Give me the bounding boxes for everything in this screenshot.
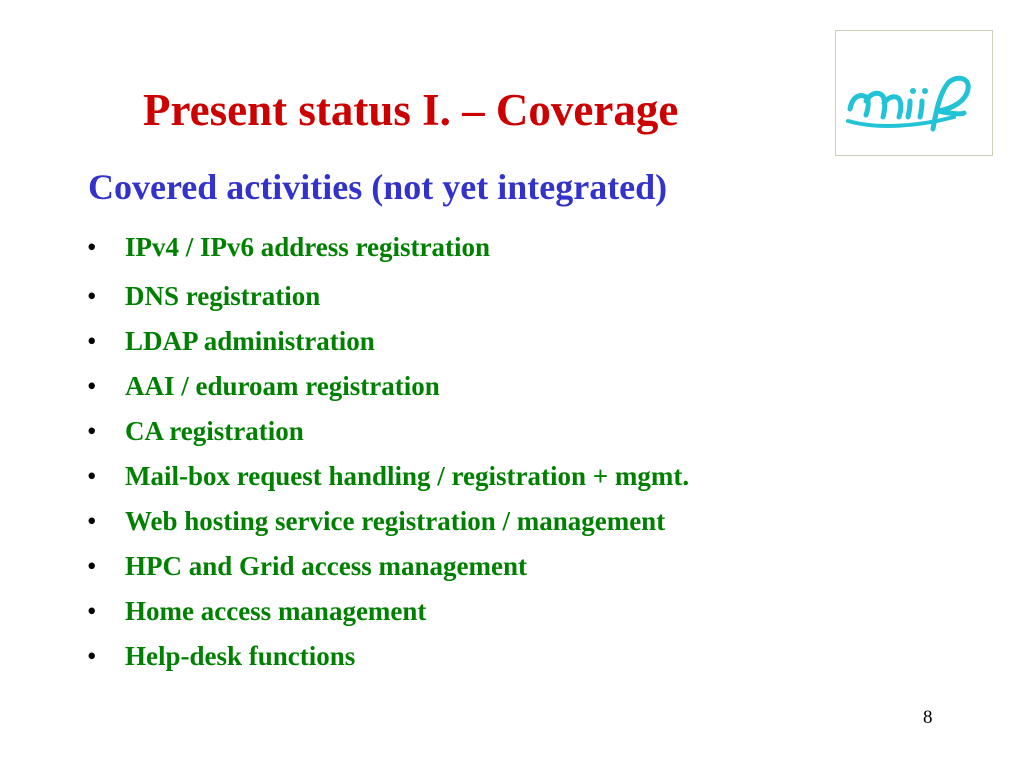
bullet-text: AAI / eduroam registration <box>125 371 440 401</box>
miif-logo-icon <box>836 31 994 157</box>
list-item <box>87 504 665 538</box>
list-item <box>87 639 355 673</box>
bullet-text: HPC and Grid access management <box>125 551 527 581</box>
bullet-text: LDAP administration <box>125 326 375 356</box>
list-item <box>87 230 490 264</box>
bullet-text: Mail-box request handling / registration + mgmt. <box>125 461 690 491</box>
bullet-text: CA registration <box>125 416 304 446</box>
bullet-symbol: • <box>87 281 97 311</box>
bullet-symbol: • <box>87 506 97 536</box>
bullet-text: Home access management <box>125 596 427 626</box>
bullet-symbol: • <box>87 371 97 401</box>
slide-subtitle: Covered activities (not yet integrated) <box>88 167 668 207</box>
bullet-symbol: • <box>87 416 97 446</box>
list-item <box>87 324 375 358</box>
list-item <box>87 459 689 493</box>
bullet-text: IPv4 / IPv6 address registration <box>125 232 491 262</box>
logo-frame <box>835 30 993 156</box>
list-item <box>87 369 440 403</box>
bullet-text: DNS registration <box>125 281 321 311</box>
list-item <box>87 414 304 448</box>
page-number: 8 <box>923 707 933 728</box>
list-item <box>87 279 320 313</box>
bullet-symbol: • <box>87 461 97 491</box>
bullet-symbol: • <box>87 596 97 626</box>
bullet-text: Web hosting service registration / management <box>125 506 666 536</box>
bullet-symbol: • <box>87 641 97 671</box>
bullet-text: Help-desk functions <box>125 641 356 671</box>
slide-title: Present status I. – Coverage <box>143 85 679 135</box>
bullet-symbol: • <box>87 232 97 262</box>
bullet-symbol: • <box>87 551 97 581</box>
list-item <box>87 549 527 583</box>
list-item <box>87 594 426 628</box>
bullet-symbol: • <box>87 326 97 356</box>
